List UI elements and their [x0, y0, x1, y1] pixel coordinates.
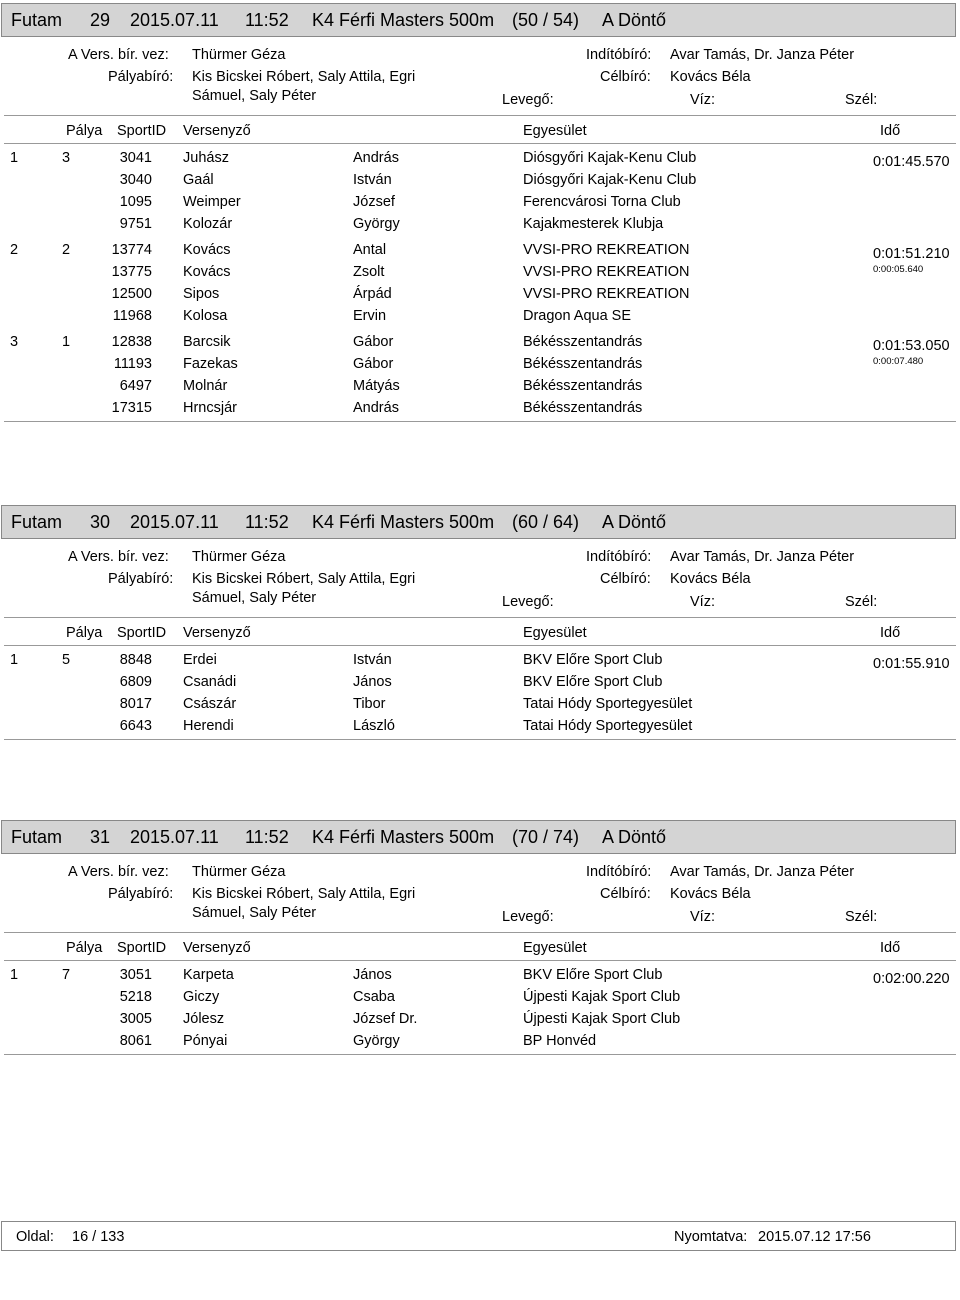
header-divider: [4, 932, 956, 933]
lane: 1: [62, 334, 71, 350]
place: 3: [10, 334, 19, 350]
place: 1: [10, 967, 19, 983]
athlete-row: [0, 651, 860, 671]
first-name: László: [353, 718, 395, 734]
section-end-divider: [4, 1054, 956, 1055]
col-ido: Idő: [880, 625, 901, 641]
last-name: Juhász: [183, 150, 229, 166]
athlete-row: [0, 695, 860, 715]
header-divider: [4, 617, 956, 618]
column-divider: [4, 960, 956, 961]
race-date: 2015.07.11: [130, 512, 219, 532]
place: 1: [10, 652, 19, 668]
inditobiro-label: Indítóbíró:: [586, 864, 652, 880]
col-palya: Pálya: [66, 625, 103, 641]
club-name: Ferencvárosi Torna Club: [523, 194, 681, 210]
sport-id: 9751: [119, 216, 152, 232]
col-versenyzo: Versenyző: [183, 625, 251, 641]
club-name: VVSI-PRO REKREATION: [523, 286, 690, 302]
time-difference: 0:00:07.480: [873, 356, 924, 367]
athlete-row: [0, 1032, 860, 1052]
first-name: Zsolt: [353, 264, 385, 280]
sport-id: 12838: [111, 334, 152, 350]
last-name: Kolozár: [183, 216, 233, 232]
athlete-row: [0, 285, 860, 305]
club-name: Újpesti Kajak Sport Club: [523, 989, 681, 1005]
first-name: István: [353, 172, 392, 188]
first-name: András: [353, 400, 399, 416]
sport-id: 3041: [119, 150, 152, 166]
race-header: [1, 505, 956, 539]
first-name: István: [353, 652, 392, 668]
race-time: 11:52: [245, 512, 289, 532]
sport-id: 12500: [111, 286, 152, 302]
page-number: 16 / 133: [72, 1229, 125, 1245]
club-name: Diósgyőri Kajak-Kenu Club: [523, 150, 697, 166]
athlete-row: [0, 215, 860, 235]
race-phase: A Döntő: [602, 512, 667, 532]
inditobiro-value: Avar Tamás, Dr. Janza Péter: [670, 549, 855, 565]
viz-label: Víz:: [690, 909, 715, 925]
vers-biro-label: A Vers. bír. vez:: [68, 549, 169, 565]
sport-id: 8061: [119, 1033, 152, 1049]
lane: 7: [62, 967, 71, 983]
last-name: Kovács: [183, 242, 231, 258]
race-section: [0, 3, 960, 483]
sport-id: 11968: [112, 308, 152, 324]
col-versenyzo: Versenyző: [183, 123, 251, 139]
celbiro-label: Célbíró:: [600, 571, 651, 587]
first-name: Tibor: [353, 696, 386, 712]
club-name: Békésszentandrás: [523, 334, 643, 350]
athlete-row: [0, 149, 860, 169]
race-event: K4 Férfi Masters 500m: [312, 10, 495, 30]
crew-block: [0, 149, 960, 237]
palyabiro-value-2: Sámuel, Saly Péter: [192, 590, 317, 606]
club-name: BKV Előre Sport Club: [523, 967, 663, 983]
viz-label: Víz:: [690, 92, 715, 108]
column-divider: [4, 645, 956, 646]
first-name: Árpád: [353, 286, 392, 302]
sport-id: 11193: [113, 356, 152, 372]
lane: 2: [62, 242, 71, 258]
col-palya: Pálya: [66, 940, 103, 956]
race-time: 11:52: [245, 827, 289, 847]
race-event: K4 Férfi Masters 500m: [312, 512, 495, 532]
club-name: Kajakmesterek Klubja: [523, 216, 664, 232]
palyabiro-label: Pályabíró:: [108, 886, 174, 902]
race-phase: A Döntő: [602, 827, 667, 847]
athlete-row: [0, 241, 860, 261]
last-name: Giczy: [183, 989, 220, 1005]
column-divider: [4, 143, 956, 144]
first-name: Gábor: [353, 356, 394, 372]
last-name: Barcsik: [183, 334, 231, 350]
section-end-divider: [4, 421, 956, 422]
race-number: 30: [90, 512, 111, 532]
result-time: 0:01:45.570: [873, 154, 950, 170]
first-name: József: [353, 194, 395, 210]
first-name: Antal: [353, 242, 387, 258]
result-time: 0:01:51.210: [873, 246, 950, 262]
club-name: VVSI-PRO REKREATION: [523, 264, 690, 280]
time-difference: 0:00:05.640: [873, 264, 924, 275]
sport-id: 3040: [119, 172, 152, 188]
col-egyesulet: Egyesület: [523, 123, 587, 139]
sport-id: 13775: [111, 264, 152, 280]
col-versenyzo: Versenyző: [183, 940, 251, 956]
page-label: Oldal:: [16, 1229, 54, 1245]
sport-id: 5218: [119, 989, 152, 1005]
section-end-divider: [4, 739, 956, 740]
club-name: BKV Előre Sport Club: [523, 652, 663, 668]
last-name: Jólesz: [183, 1011, 225, 1027]
place: 2: [10, 242, 19, 258]
club-name: BP Honvéd: [523, 1033, 597, 1049]
inditobiro-value: Avar Tamás, Dr. Janza Péter: [670, 864, 855, 880]
race-header: [1, 820, 956, 854]
celbiro-value: Kovács Béla: [670, 886, 751, 902]
first-name: Gábor: [353, 334, 394, 350]
sport-id: 6497: [119, 378, 152, 394]
race-event: K4 Férfi Masters 500m: [312, 827, 495, 847]
last-name: Pónyai: [183, 1033, 228, 1049]
col-ido: Idő: [880, 940, 901, 956]
col-sportid: SportID: [117, 123, 167, 139]
athlete-row: [0, 966, 860, 986]
athlete-row: [0, 307, 860, 327]
race-number: 29: [90, 10, 111, 30]
first-name: Mátyás: [353, 378, 400, 394]
last-name: Kolosa: [183, 308, 228, 324]
race-range: (50 / 54): [512, 10, 580, 30]
futam-label: Futam: [11, 827, 63, 847]
col-palya: Pálya: [66, 123, 103, 139]
palyabiro-value-1: Kis Bicskei Róbert, Saly Attila, Egri: [192, 886, 416, 902]
result-time: 0:01:55.910: [873, 656, 950, 672]
last-name: Weimper: [183, 194, 241, 210]
printed-label: Nyomtatva:: [674, 1229, 748, 1245]
crew-block: [0, 241, 960, 329]
club-name: BKV Előre Sport Club: [523, 674, 663, 690]
viz-label: Víz:: [690, 594, 715, 610]
sport-id: 1095: [119, 194, 152, 210]
club-name: Diósgyőri Kajak-Kenu Club: [523, 172, 697, 188]
athlete-row: [0, 988, 860, 1008]
athlete-row: [0, 193, 860, 213]
lane: 5: [62, 652, 71, 668]
sport-id: 8848: [119, 652, 152, 668]
col-sportid: SportID: [117, 940, 167, 956]
last-name: Erdei: [183, 652, 217, 668]
palyabiro-value-2: Sámuel, Saly Péter: [192, 88, 317, 104]
sport-id: 6809: [119, 674, 152, 690]
first-name: János: [353, 674, 392, 690]
athlete-row: [0, 399, 860, 419]
race-phase: A Döntő: [602, 10, 667, 30]
sport-id: 3005: [119, 1011, 152, 1027]
palyabiro-value-1: Kis Bicskei Róbert, Saly Attila, Egri: [192, 571, 416, 587]
last-name: Herendi: [183, 718, 234, 734]
szel-label: Szél:: [845, 92, 878, 108]
first-name: János: [353, 967, 392, 983]
club-name: Békésszentandrás: [523, 400, 643, 416]
last-name: Csanádi: [183, 674, 237, 690]
club-name: Tatai Hódy Sportegyesület: [523, 696, 693, 712]
szel-label: Szél:: [845, 594, 878, 610]
vers-biro-label: A Vers. bír. vez:: [68, 47, 169, 63]
col-egyesulet: Egyesület: [523, 625, 587, 641]
club-name: Békésszentandrás: [523, 378, 643, 394]
club-name: Tatai Hódy Sportegyesület: [523, 718, 693, 734]
celbiro-value: Kovács Béla: [670, 571, 751, 587]
athlete-row: [0, 355, 860, 375]
lane: 3: [62, 150, 71, 166]
sport-id: 6643: [119, 718, 152, 734]
sport-id: 13774: [111, 242, 152, 258]
vers-biro-value: Thürmer Géza: [192, 864, 286, 880]
header-divider: [4, 115, 956, 116]
printed-timestamp: 2015.07.12 17:56: [758, 1229, 871, 1245]
first-name: Ervin: [353, 308, 387, 324]
race-range: (70 / 74): [512, 827, 580, 847]
race-header: [1, 3, 956, 37]
sport-id: 8017: [119, 696, 152, 712]
celbiro-label: Célbíró:: [600, 69, 651, 85]
athlete-row: [0, 333, 860, 353]
inditobiro-value: Avar Tamás, Dr. Janza Péter: [670, 47, 855, 63]
col-egyesulet: Egyesület: [523, 940, 587, 956]
athlete-row: [0, 171, 860, 191]
first-name: György: [353, 216, 400, 232]
result-time: 0:02:00.220: [873, 971, 950, 987]
place: 1: [10, 150, 19, 166]
inditobiro-label: Indítóbíró:: [586, 47, 652, 63]
last-name: Császár: [183, 696, 237, 712]
palyabiro-value-2: Sámuel, Saly Péter: [192, 905, 317, 921]
levego-label: Levegő:: [502, 594, 554, 610]
last-name: Hrncsjár: [183, 400, 237, 416]
race-number: 31: [90, 827, 111, 847]
race-range: (60 / 64): [512, 512, 580, 532]
last-name: Karpeta: [183, 967, 234, 983]
result-time: 0:01:53.050: [873, 338, 950, 354]
first-name: György: [353, 1033, 400, 1049]
sport-id: 17315: [111, 400, 152, 416]
levego-label: Levegő:: [502, 909, 554, 925]
page-footer: [1, 1221, 956, 1251]
race-time: 11:52: [245, 10, 289, 30]
vers-biro-label: A Vers. bír. vez:: [68, 864, 169, 880]
palyabiro-label: Pályabíró:: [108, 571, 174, 587]
palyabiro-value-1: Kis Bicskei Róbert, Saly Attila, Egri: [192, 69, 416, 85]
col-sportid: SportID: [117, 625, 167, 641]
athlete-row: [0, 717, 860, 737]
futam-label: Futam: [11, 512, 63, 532]
last-name: Sipos: [183, 286, 220, 302]
club-name: Újpesti Kajak Sport Club: [523, 1011, 681, 1027]
crew-block: [0, 333, 960, 421]
col-ido: Idő: [880, 123, 901, 139]
crew-block: [0, 651, 960, 739]
futam-label: Futam: [11, 10, 63, 30]
vers-biro-value: Thürmer Géza: [192, 47, 286, 63]
palyabiro-label: Pályabíró:: [108, 69, 174, 85]
first-name: Csaba: [353, 989, 395, 1005]
first-name: András: [353, 150, 399, 166]
race-date: 2015.07.11: [130, 827, 219, 847]
first-name: József Dr.: [353, 1011, 418, 1027]
inditobiro-label: Indítóbíró:: [586, 549, 652, 565]
club-name: Dragon Aqua SE: [523, 308, 632, 324]
last-name: Fazekas: [183, 356, 238, 372]
last-name: Gaál: [183, 172, 214, 188]
club-name: Békésszentandrás: [523, 356, 643, 372]
last-name: Molnár: [183, 378, 228, 394]
levego-label: Levegő:: [502, 92, 554, 108]
crew-block: [0, 966, 960, 1054]
celbiro-label: Célbíró:: [600, 886, 651, 902]
athlete-row: [0, 263, 860, 283]
celbiro-value: Kovács Béla: [670, 69, 751, 85]
athlete-row: [0, 377, 860, 397]
last-name: Kovács: [183, 264, 231, 280]
sport-id: 3051: [119, 967, 152, 983]
club-name: VVSI-PRO REKREATION: [523, 242, 690, 258]
szel-label: Szél:: [845, 909, 878, 925]
athlete-row: [0, 1010, 860, 1030]
vers-biro-value: Thürmer Géza: [192, 549, 286, 565]
athlete-row: [0, 673, 860, 693]
race-date: 2015.07.11: [130, 10, 219, 30]
